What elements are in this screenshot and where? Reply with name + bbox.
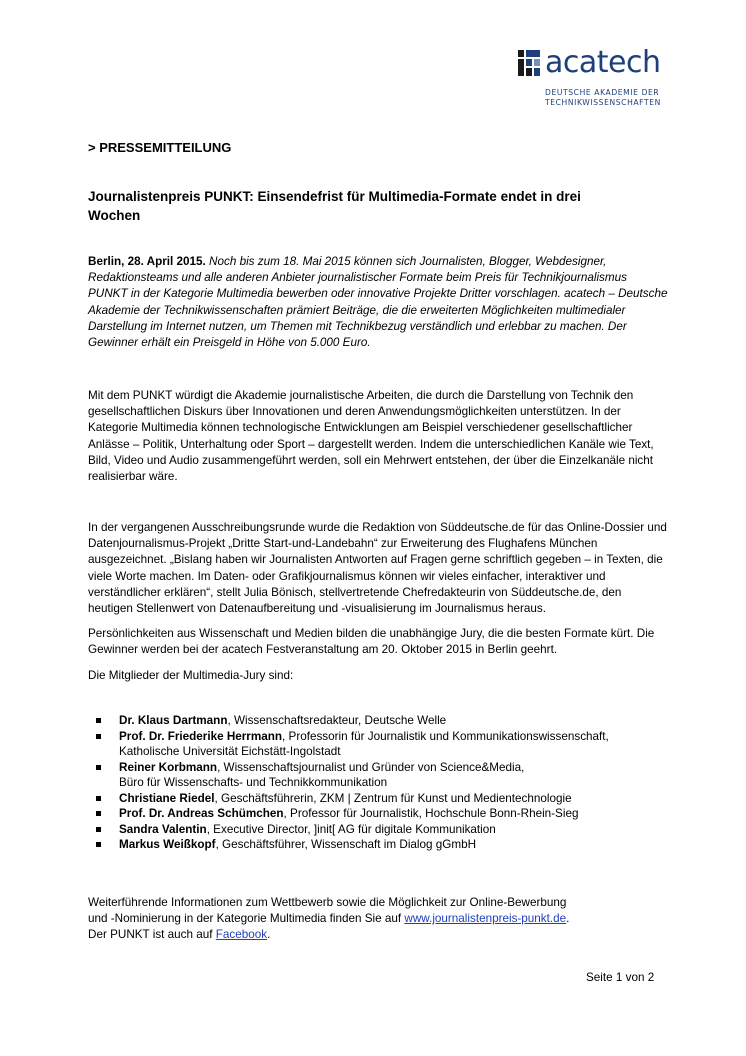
bullet-icon — [96, 827, 101, 832]
footer-line-3 — [88, 927, 688, 943]
bullet-icon — [96, 796, 101, 801]
footer-line-2-text: und -Nominierung in der Kategorie Multimedia finden Sie auf — [88, 912, 405, 925]
jury-member-name: Sandra Valentin — [119, 822, 207, 836]
bullet-icon — [96, 765, 101, 770]
jury-member-name: Prof. Dr. Andreas Schümchen — [119, 807, 284, 820]
jury-member-role: , Wissenschaftsredakteur, Deutsche Welle — [227, 714, 447, 727]
footer-info — [88, 895, 688, 943]
page-number: Seite 1 von 2 — [586, 971, 655, 984]
list-item — [88, 729, 688, 760]
acatech-subline — [545, 88, 661, 108]
jury-member-role: , Geschäftsführer, Wissenschaft im Dialog gGmbH — [215, 838, 477, 851]
lead-text: Noch bis zum 18. Mai 2015 können sich Journalisten, Blogger, Webdesigner, Redaktionsteams und alle anderen Anbieter journalistischer Formate beim Preis für Technikjournalismus PUNKT in der Kategorie Multimedia bewerben oder innovative Projekte Dritter vorschlagen. acatech – Deutsche Akademie der Technikwissenschaften prämiert Beiträge, die die erweiterten Möglichkeiten multimedialer Darstellung im Internet nutzen, um Themen mit Technikbezug verständlich und erlebbar zu machen. Der Gewinner erhält ein Preisgeld in Höhe von 5.000 Euro. — [88, 255, 668, 350]
jury-member-name: Markus Weißkopf — [119, 838, 216, 851]
footer-line-2-end: . — [566, 912, 570, 925]
jury-member-name: Dr. Klaus Dartmann — [119, 714, 228, 727]
jury-member-role: , Wissenschaftsjournalist und Gründer von Science&Media, — [217, 760, 525, 774]
website-link[interactable]: www.journalistenpreis-punkt.de — [404, 912, 567, 925]
jury-member-role: , Geschäftsführerin, ZKM | Zentrum für Kunst und Medientechnologie — [214, 791, 572, 805]
jury-member-name: Prof. Dr. Friederike Herrmann — [119, 729, 283, 743]
jury-intro: Die Mitglieder der Multimedia-Jury sind: — [88, 669, 294, 682]
lead-paragraph — [88, 254, 668, 351]
acatech-logo — [518, 46, 668, 116]
headline: Journalistenpreis PUNKT: Einsendefrist für Multimedia-Formate endet in drei Wochen — [88, 189, 581, 223]
jury-member-role: , Executive Director, ]init[ AG für digitale Kommunikation — [206, 822, 496, 836]
list-item — [88, 822, 688, 838]
bullet-icon — [96, 734, 101, 739]
footer-line-3-text: Der PUNKT ist auch auf — [88, 928, 216, 941]
footer-line-2 — [88, 911, 688, 927]
body-paragraph-3: Persönlichkeiten aus Wissenschaft und Medien bilden die unabhängige Jury, die die besten Formate kürt. Die Gewinner werden bei der acatech Festveranstaltung am 20. Oktober 2015 in Berlin geehrt. — [88, 627, 655, 657]
list-item — [88, 806, 688, 822]
jury-member-role-line-2: Katholische Universität Eichstätt-Ingolstadt — [119, 745, 341, 758]
list-item — [88, 713, 688, 729]
dateline: Berlin, 28. April 2015. — [88, 255, 206, 268]
logo-subline-1: DEUTSCHE AKADEMIE DER — [545, 88, 660, 97]
body-paragraph-1: Mit dem PUNKT würdigt die Akademie journalistische Arbeiten, die durch die Darstellung von Technik den gesellschaftlichen Diskurs über Innovationen und deren Anwendungsmöglichkeiten unterstützen. In der Kategorie Multimedia können technologische Entwicklungen am Beispiel verschiedener gesellschaftlicher Anlässe – Politik, Unterhaltung oder Sport – dargestellt werden. Indem die unterschiedlichen Kanäle wie Text, Bild, Video und Audio zusammengeführt werden, soll ein Mehrwert entstehen, der über die Einzelkanäle nicht realisierbar wäre. — [88, 389, 654, 484]
jury-member-role: , Professor für Journalistik, Hochschule Bonn-Rhein-Sieg — [283, 807, 579, 820]
section-label: > PRESSEMITTEILUNG — [88, 140, 232, 155]
jury-member-name: Christiane Riedel — [119, 791, 215, 805]
acatech-wordmark: acatech — [545, 45, 661, 80]
bullet-icon — [96, 811, 101, 816]
jury-member-role: , Professorin für Journalistik und Kommunikationswissenschaft, — [282, 729, 609, 743]
bullet-icon — [96, 842, 101, 847]
jury-member-role-line-2: Büro für Wissenschafts- und Technikkommunikation — [119, 776, 388, 789]
footer-line-3-end: . — [267, 928, 271, 941]
facebook-link[interactable]: Facebook — [215, 928, 268, 941]
jury-list — [88, 713, 688, 853]
jury-member-name: Reiner Korbmann — [119, 760, 218, 774]
logo-subline-2: TECHNIKWISSENSCHAFTEN — [545, 98, 661, 107]
acatech-logo-mark-icon — [518, 50, 540, 76]
list-item — [88, 791, 688, 807]
body-paragraph-2: In der vergangenen Ausschreibungsrunde wurde die Redaktion von Süddeutsche.de für das Online-Dossier und Datenjournalismus-Projekt „Dritte Start-und-Landebahn“ zur Erweiterung des Flughafens München ausgezeichnet. „Bislang haben wir Journalisten Antworten auf Fragen gerne schriftlich gegeben – in Texten, die viele Worte machen. Im Daten- oder Grafikjournalismus können wir vieles einfacher, interaktiver und verständlicher erklären“, stellt Julia Bönisch, stellvertretende Chefredakteurin von Süddeutsche.de, den heutigen Stellenwert von Datenaufbereitung und -visualisierung im Journalismus heraus. — [88, 521, 667, 616]
bullet-icon — [96, 718, 101, 723]
list-item — [88, 760, 688, 791]
list-item — [88, 837, 688, 853]
footer-line-1: Weiterführende Informationen zum Wettbewerb sowie die Möglichkeit zur Online-Bewerbung — [88, 896, 567, 909]
